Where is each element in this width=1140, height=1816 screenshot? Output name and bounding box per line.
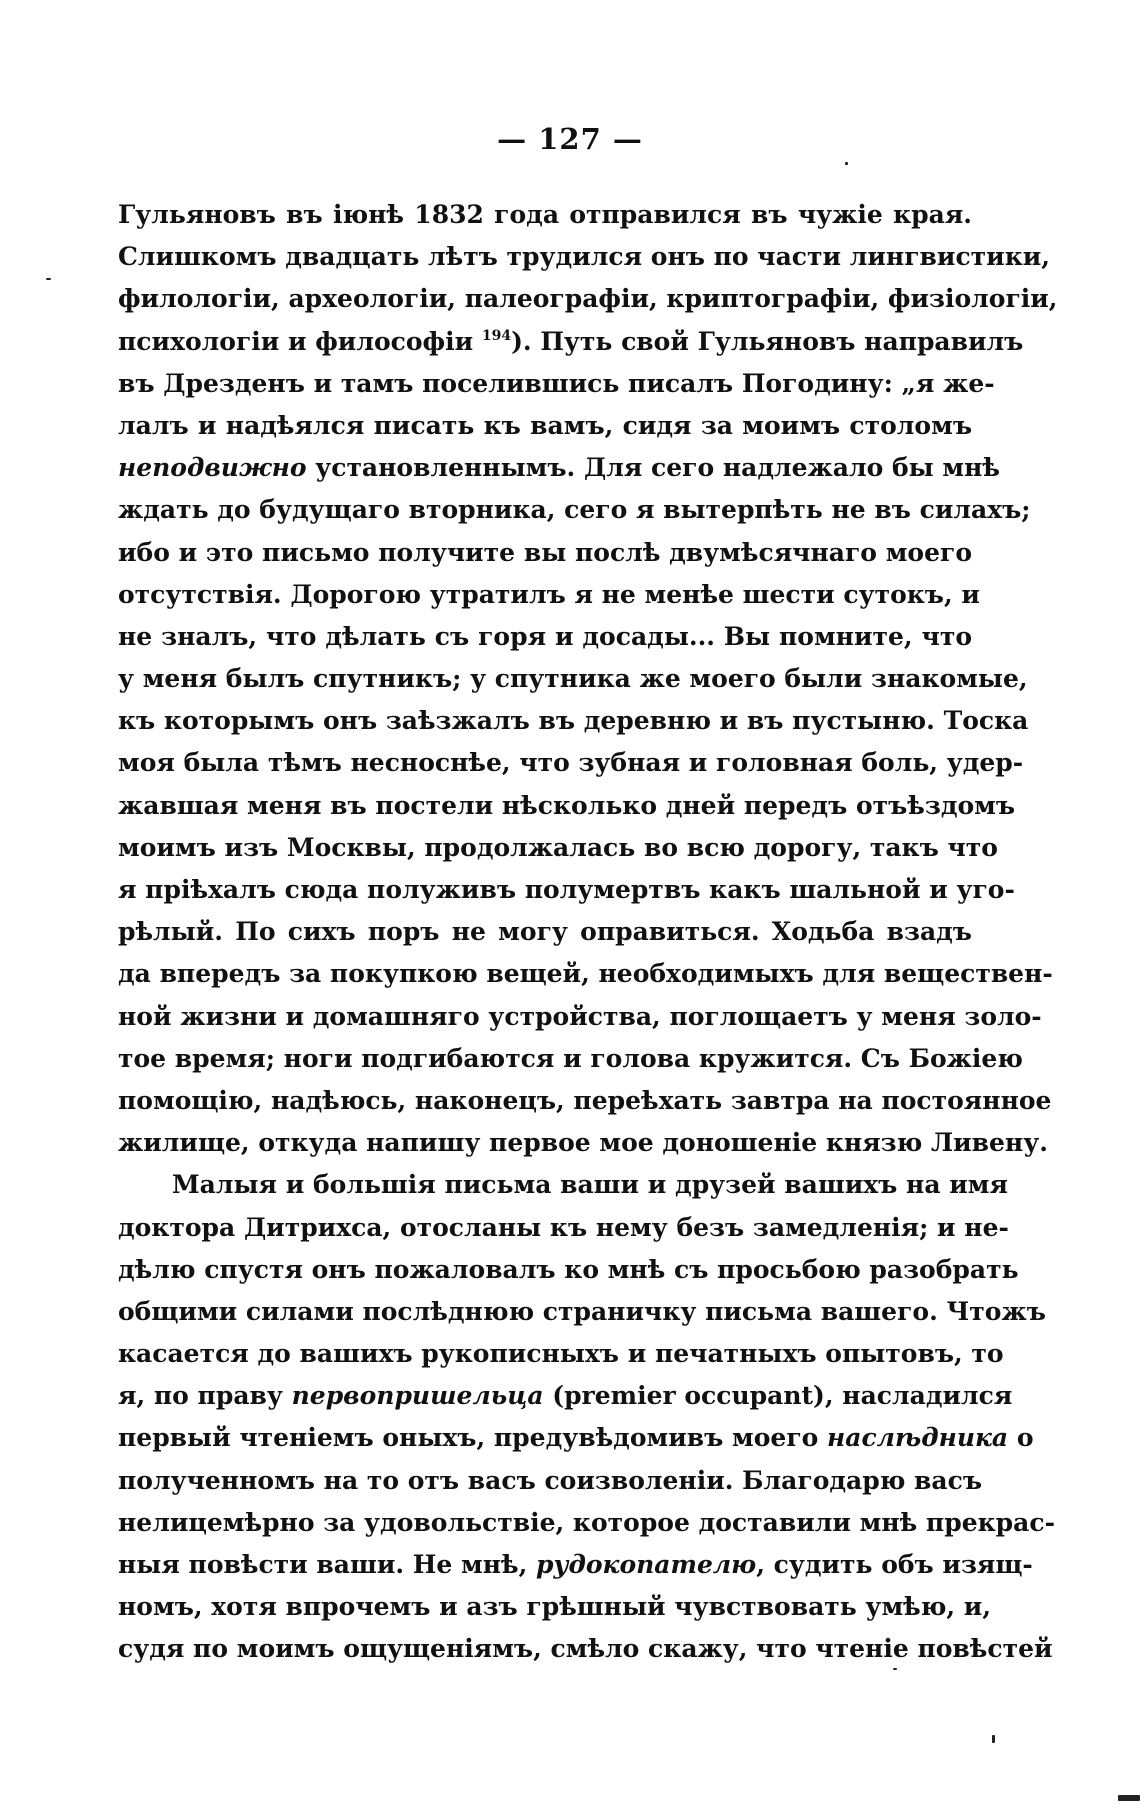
text-line [118, 236, 1051, 278]
italic-emphasis: наслѣдника [827, 1423, 1009, 1453]
text-line [118, 911, 972, 953]
text-run: жилище, откуда напишу первое мое доношеніе князю Ливену. [118, 1128, 1048, 1158]
text-run: я, по праву [118, 1381, 292, 1411]
text-line [118, 1080, 1052, 1122]
text-line [118, 532, 972, 574]
text-run: о [1008, 1423, 1034, 1453]
text-run: , судить объ изящ- [756, 1550, 1033, 1579]
text-run: номъ, хотя впрочемъ и азъ грѣшный чувствовать умѣю, и, [118, 1592, 992, 1622]
text-run: ). Путь свой Гульяновъ направилъ [511, 326, 1024, 356]
text-line [118, 1417, 1034, 1459]
text-line [118, 1628, 1053, 1670]
text-run: дѣлю спустя онъ пожаловалъ ко мнѣ съ просьбою разобрать [118, 1254, 1019, 1284]
text-run: у меня былъ спутникъ; у спутника же моего были знакомые, [118, 664, 1028, 694]
text-run: (premier occupant), насладился [543, 1381, 1013, 1411]
text-run: Гульяновъ въ іюнѣ 1832 года отправился въ чужіе края. [118, 200, 972, 229]
text-run: моимъ изъ Москвы, продолжалась во всю дорогу, такъ что [118, 832, 998, 862]
text-run: первый чтеніемъ оныхъ, предувѣдомивъ моего [118, 1423, 828, 1453]
footnote-ref: 194 [481, 327, 512, 344]
text-line [118, 658, 1028, 700]
print-speck [893, 1668, 897, 1670]
print-speck [46, 278, 51, 280]
text-run: установленнымъ. Для сего надлежало бы мнѣ [306, 453, 1000, 483]
text-line [118, 321, 1024, 363]
text-line [118, 574, 980, 616]
text-line [118, 1586, 992, 1628]
text-line [118, 996, 1042, 1038]
text-line [118, 1122, 1048, 1164]
text-run: моя была тѣмъ несноснѣе, что зубная и головная боль, удер- [118, 748, 1024, 778]
text-run: доктора Дитрихса, отосланы къ нему безъ замедленія; и не- [118, 1212, 1009, 1242]
text-run: ныя повѣсти ваши. Не мнѣ, [118, 1550, 537, 1579]
text-run: да впередъ за покупкою вещей, необходимыхъ для веществен- [118, 959, 1053, 989]
text-run: нелицемѣрно за удовольствіе, которое доставили мнѣ прекрас- [118, 1507, 1055, 1537]
text-line [118, 1249, 1019, 1291]
text-line [118, 1502, 1055, 1544]
text-run: отсутствія. Дорогою утратилъ я не менѣе шести сутокъ, и [118, 579, 980, 609]
text-line [118, 616, 972, 658]
text-run: Слишкомъ двадцать лѣтъ трудился онъ по части лингвистики, [118, 242, 1051, 272]
text-line [118, 405, 972, 447]
italic-emphasis: первопришельца [291, 1381, 544, 1411]
text-line [118, 1291, 1046, 1333]
text-line [118, 1460, 983, 1502]
text-line [118, 447, 1000, 489]
text-run: ной жизни и домашняго устройства, поглощаетъ у меня золо- [118, 1001, 1042, 1031]
text-line [118, 1038, 1023, 1080]
page-number: — 127 — [497, 122, 643, 156]
text-line [118, 1544, 1033, 1586]
print-speck [845, 162, 848, 165]
text-line [118, 1333, 1004, 1375]
text-run: я пріѣхалъ сюда полуживъ полумертвъ какъ шальной и уго- [118, 875, 1015, 904]
italic-emphasis: неподвижно [118, 453, 307, 483]
print-speck [992, 1735, 995, 1743]
text-run: филологіи, археологіи, палеографіи, криптографіи, физіологіи, [118, 284, 1058, 314]
print-speck [1118, 1795, 1140, 1801]
text-run: помощію, надѣюсь, наконецъ, переѣхать завтра на постоянное [118, 1085, 1052, 1115]
text-line [118, 278, 1058, 320]
text-run: касается до вашихъ рукописныхъ и печатныхъ опытовъ, то [118, 1339, 1004, 1369]
text-line [118, 785, 1016, 827]
text-line [118, 742, 1024, 784]
text-run: психологіи и философіи [118, 326, 482, 356]
text-line [118, 489, 1031, 531]
text-run: судя по моимъ ощущеніямъ, смѣло скажу, что чтеніе повѣстей [118, 1634, 1053, 1664]
text-line [118, 953, 1053, 995]
italic-emphasis: рудокопателю [536, 1550, 757, 1579]
text-run: не зналъ, что дѣлать съ горя и досады... Вы помните, что [118, 621, 972, 651]
text-run: Малыя и большія письма ваши и друзей вашихъ на имя [172, 1170, 1008, 1200]
text-line [118, 194, 972, 236]
text-run: рѣлый. По сихъ поръ не могу оправиться. Ходьба взадъ [118, 917, 972, 947]
text-line [118, 827, 998, 869]
text-line [118, 363, 995, 405]
text-run: полученномъ на то отъ васъ соизволеніи. Благодарю васъ [118, 1465, 983, 1495]
text-run: тое время; ноги подгибаются и голова кружится. Съ Божіею [118, 1043, 1023, 1073]
text-run: къ которымъ онъ заѣзжалъ въ деревню и въ пустыню. Тоска [118, 706, 1029, 736]
text-run: общими силами послѣднюю страничку письма вашего. Чтожъ [118, 1296, 1046, 1326]
text-run: ждать до будущаго вторника, сего я вытерпѣть не въ силахъ; [118, 495, 1031, 525]
text-line [118, 1164, 1008, 1206]
text-line [118, 1375, 1013, 1417]
text-run: жавшая меня въ постели нѣсколько дней передъ отъѣздомъ [118, 790, 1016, 820]
text-line [118, 869, 1015, 911]
text-line [118, 1207, 1009, 1249]
text-run: ибо и это письмо получите вы послѣ двумѣсячнаго моего [118, 537, 972, 567]
text-run: въ Дрезденъ и тамъ поселившись писалъ Погодину: „я же- [118, 368, 995, 398]
text-run: лалъ и надѣялся писать къ вамъ, сидя за моимъ столомъ [118, 410, 972, 440]
body-text [118, 194, 1058, 1671]
text-line [118, 700, 1029, 742]
